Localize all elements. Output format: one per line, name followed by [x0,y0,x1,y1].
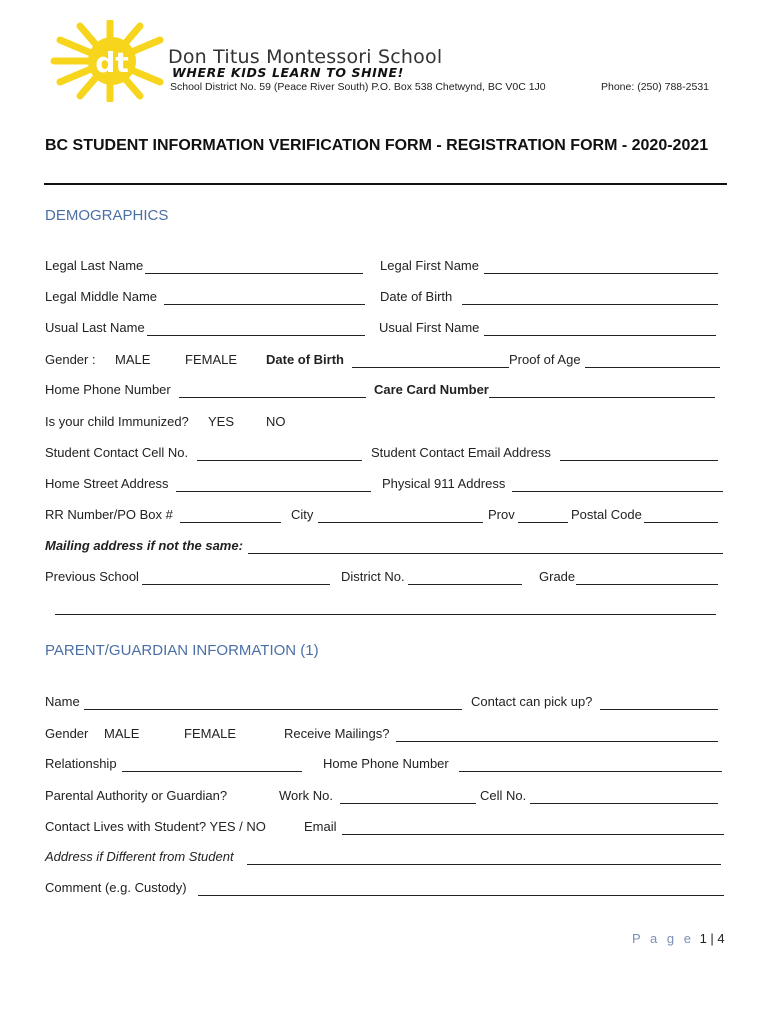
form-title: BC STUDENT INFORMATION VERIFICATION FORM - REGISTRATION FORM - 2020-2021 [45,137,709,154]
section-divider [55,614,716,615]
usual-first-name-label: Usual First Name [379,320,480,335]
rr-po-box-label: RR Number/PO Box # [45,507,173,522]
authority-label: Parental Authority or Guardian? [45,788,228,803]
usual-last-name-field[interactable] [147,335,365,336]
prov-field[interactable] [518,522,568,523]
dob-bold-field[interactable] [352,367,509,368]
parent-name-label: Name [45,694,80,709]
parent-gender-female-option[interactable]: FEMALE [184,726,237,741]
legal-last-name-label: Legal Last Name [45,258,144,273]
pickup-label: Contact can pick up? [471,694,593,709]
email-label: Email [304,819,337,834]
parent-name-field[interactable] [84,709,462,710]
student-email-field[interactable] [560,460,718,461]
home-phone-label: Home Phone Number [45,382,171,397]
student-cell-label: Student Contact Cell No. [45,445,189,460]
home-phone-field[interactable] [179,397,366,398]
school-name: Don Titus Montessori School [168,46,443,68]
legal-middle-name-label: Legal Middle Name [45,289,158,304]
relationship-field[interactable] [122,771,302,772]
gender-male-option[interactable]: MALE [115,352,151,367]
school-tagline: WHERE KIDS LEARN TO SHINE! [172,65,404,80]
district-no-label: District No. [341,569,405,584]
city-label: City [291,507,314,522]
cell-no-label: Cell No. [480,788,527,803]
immunized-yes-option[interactable]: YES [208,414,235,429]
page-word: P a g e [632,931,694,946]
mailings-field[interactable] [396,741,718,742]
relationship-label: Relationship [45,756,117,771]
mailing-address-field[interactable] [248,553,723,554]
mailings-label: Receive Mailings? [284,726,390,741]
work-no-field[interactable] [340,803,476,804]
gender-label: Gender : [45,352,96,367]
school-logo [48,20,172,102]
page-number: 1 | 4 [699,931,725,946]
page-footer [632,931,725,946]
dob-bold-label: Date of Birth [266,352,344,367]
date-of-birth-field[interactable] [462,304,718,305]
proof-of-age-field[interactable] [585,367,720,368]
previous-school-field[interactable] [142,584,330,585]
date-of-birth-label: Date of Birth [380,289,453,304]
postal-code-label: Postal Code [571,507,642,522]
grade-field[interactable] [576,584,718,585]
care-card-label: Care Card Number [374,382,489,397]
parent-home-phone-field[interactable] [459,771,722,772]
logo-letters: dt [95,46,129,79]
district-no-field[interactable] [408,584,522,585]
email-field[interactable] [342,834,724,835]
parent-gender-label: Gender [45,726,89,741]
legal-first-name-label: Legal First Name [380,258,479,273]
address-diff-label: Address if Different from Student [45,849,234,864]
usual-first-name-field[interactable] [484,335,716,336]
prov-label: Prov [488,507,515,522]
address-diff-field[interactable] [247,864,721,865]
gender-female-option[interactable]: FEMALE [185,352,238,367]
grade-label: Grade [539,569,576,584]
cell-no-field[interactable] [530,803,718,804]
student-email-label: Student Contact Email Address [371,445,551,460]
pickup-field[interactable] [600,709,718,710]
legal-middle-name-field[interactable] [164,304,365,305]
proof-of-age-label: Proof of Age [509,352,581,367]
school-phone: Phone: (250) 788-2531 [601,81,709,93]
legal-first-name-field[interactable] [484,273,718,274]
title-rule [44,183,727,185]
parent-home-phone-label: Home Phone Number [323,756,449,771]
city-field[interactable] [318,522,483,523]
comment-field[interactable] [198,895,724,896]
home-street-field[interactable] [176,491,371,492]
work-no-label: Work No. [279,788,333,803]
previous-school-label: Previous School [45,569,139,584]
student-cell-field[interactable] [197,460,362,461]
care-card-field[interactable] [489,397,715,398]
legal-last-name-field[interactable] [145,273,363,274]
immunized-no-option[interactable]: NO [266,414,286,429]
lives-with-label: Contact Lives with Student? YES / NO [45,819,266,834]
parent-gender-male-option[interactable]: MALE [104,726,140,741]
physical-911-field[interactable] [512,491,723,492]
parent-heading: PARENT/GUARDIAN INFORMATION (1) [45,642,319,659]
demographics-heading: DEMOGRAPHICS [45,207,169,224]
postal-code-field[interactable] [644,522,718,523]
mailing-address-label: Mailing address if not the same: [45,538,243,553]
home-street-label: Home Street Address [45,476,169,491]
school-address: School District No. 59 (Peace River South) P.O. Box 538 Chetwynd, BC V0C 1J0 [170,81,546,93]
rr-po-box-field[interactable] [180,522,281,523]
comment-label: Comment (e.g. Custody) [45,880,187,895]
usual-last-name-label: Usual Last Name [45,320,145,335]
physical-911-label: Physical 911 Address [382,476,506,491]
immunized-label: Is your child Immunized? [45,414,189,429]
